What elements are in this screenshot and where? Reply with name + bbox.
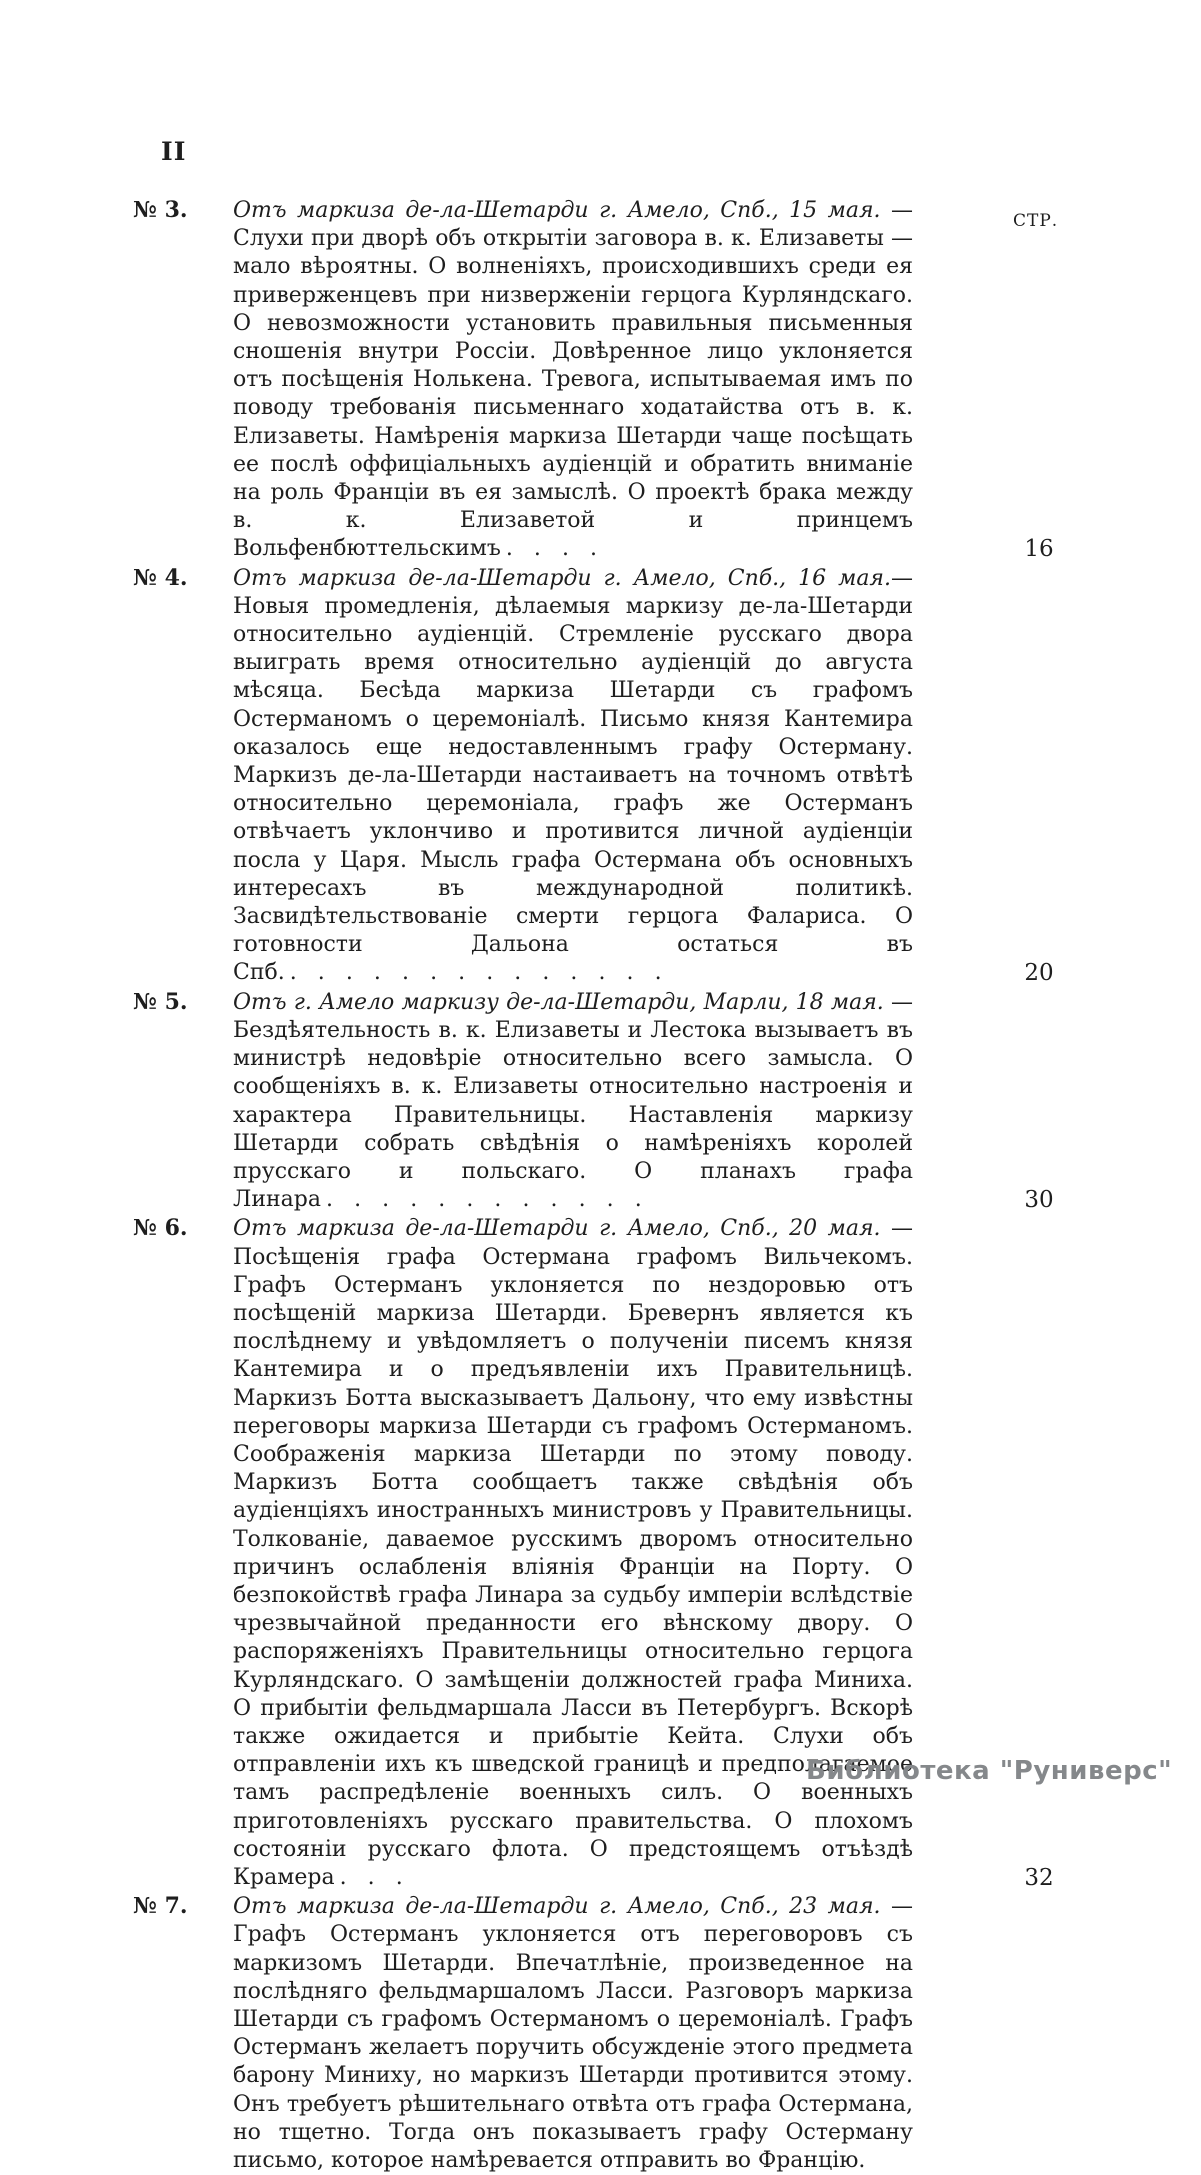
entry-text	[133, 564, 913, 988]
entry-heading: Отъ г. Амело маркизу де-ла-Шетарди, Марли, 18 мая.	[233, 989, 884, 1015]
entry-page-number: 16	[1024, 536, 1054, 563]
entry-body: Графъ Остерманъ уклоняется отъ переговоровъ съ маркизомъ Шетарди. Впечатлѣніе, произведенное на послѣдняго фельдмаршаломъ Ласси. Разговоръ маркиза Шетарди съ графомъ Остерманомъ о церемоніалѣ. Графъ Остерманъ желаетъ поручить обсужденіе этого предмета барону Миниху, но маркизъ Шетарди противится этому. Онъ требуетъ рѣшительнаго отвѣта отъ графа Остермана, но тщетно. Тогда онъ показываетъ графу Остерману письмо, которое намѣревается отправить во Францію.	[233, 1922, 913, 2174]
toc-entry	[133, 1892, 1095, 2175]
table-of-contents	[133, 196, 1095, 2175]
entry-text	[133, 1892, 913, 2175]
entry-body: Бездѣятельность в. к. Елизаветы и Лестока вызываетъ въ министрѣ недовѣріе относительно всего замысла. О сообщеніяхъ в. к. Елизаветы относительно настроенія и характера Правительницы. Наставленія маркизу Шетарди собрать свѣдѣнія о намѣреніяхъ королей прусскаго и польскаго. О планахъ графа Линара	[233, 1017, 913, 1213]
entry-page-number: 30	[1024, 1187, 1054, 1214]
entry-body: Посѣщенія графа Остермана графомъ Вильчекомъ. Графъ Остерманъ уклоняется по нездоровью отъ посѣщеній маркиза Шетарди. Бревернъ является къ послѣднему и увѣдомляетъ о полученіи писемъ князя Кантемира и о предъявленіи ихъ Правительницѣ. Маркизъ Ботта высказываетъ Дальону, что ему извѣстны переговоры маркиза Шетарди съ графомъ Остерманомъ. Соображенія маркиза Шетарди по этому поводу. Маркизъ Ботта сообщаетъ также свѣдѣнія объ аудіенціяхъ иностранныхъ министровъ у Правительницы. Толкованіе, даваемое русскимъ дворомъ относительно причинъ ослабленія вліянія Франціи на Порту. О безпокойствѣ графа Линара за судьбу имперіи вслѣдствіе чрезвычайной преданности его вѣнскому двору. О распоряженіяхъ Правительницы относительно герцога Курляндскаго. О замѣщеніи должностей графа Миниха. О прибытіи фельдмаршала Ласси въ Петербургъ. Вскорѣ также ожидается и прибытіе Кейта. Слухи объ отправленіи ихъ къ шведской границѣ и предполагаемое тамъ распредѣленіе военныхъ силъ. О военныхъ приготовленіяхъ русскаго правительства. О плохомъ состояніи русскаго флота. О предстоящемъ отъѣздѣ Крамера	[233, 1244, 913, 1890]
toc-entry	[133, 1214, 1095, 1892]
entry-number: № 5.	[133, 988, 188, 1015]
entry-body: Слухи при дворѣ объ открытіи заговора в. к. Елизаветы — мало вѣроятны. О волненіяхъ, происходившихъ среди ея приверженцевъ при низверженіи герцога Курляндскаго. О невозможности установить правильныя письменныя сношенія внутри Россіи. Довѣренное лицо уклоняется отъ посѣщенія Нолькена. Тревога, испытываемая имъ по поводу требованія письменнаго ходатайства отъ в. к. Елизаветы. Намѣренія маркиза Шетарди чаще посѣщать ее послѣ оффиціальныхъ аудіенцій и обратить вниманіе на роль Франціи въ ея замыслѣ. О проектѣ брака между в. к. Елизаветой и принцемъ Вольфенбюттельскимъ	[233, 226, 913, 562]
entry-heading: Отъ маркиза де-ла-Шетарди г. Амело, Спб., 16 мая.	[233, 565, 891, 591]
entry-text	[133, 988, 913, 1215]
entry-heading: Отъ маркиза де-ла-Шетарди г. Амело, Спб., 20 мая.	[233, 1216, 881, 1242]
entry-separator: —	[891, 565, 913, 591]
entry-number: № 6.	[133, 1215, 188, 1242]
dot-leader: . . . .	[505, 536, 605, 562]
entry-number: № 4.	[133, 564, 188, 591]
entry-body: Новыя промедленія, дѣлаемыя маркизу де-ла-Шетарди относительно аудіенцій. Стремленіе русскаго двора выиграть время относительно аудіенцій до августа мѣсяца. Бесѣда маркиза Шетарди съ графомъ Остерманомъ о церемоніалѣ. Письмо князя Кантемира оказалось еще недоставленнымъ графу Остерману. Маркизъ де-ла-Шетарди настаиваетъ на точномъ отвѣтѣ относительно церемоніала, графъ же Остерманъ отвѣчаетъ уклончиво и противится личной аудіенціи посла у Царя. Мысль графа Остермана объ основныхъ интересахъ въ международной политикѣ. Засвидѣтельствованіе смерти герцога Фалариса. О готовности Дальона остаться въ Спб.	[233, 593, 913, 986]
toc-entry	[133, 564, 1095, 988]
entry-page-number	[913, 1892, 1095, 2175]
entry-separator: —	[880, 1894, 913, 1920]
entry-heading: Отъ маркиза де-ла-Шетарди г. Амело, Спб., 23 мая.	[233, 1894, 881, 1920]
toc-entry	[133, 196, 1095, 564]
entry-page-number: 32	[1024, 1864, 1054, 1891]
runivers-watermark-text: Библиотека "Руниверс"	[806, 1756, 1173, 1786]
entry-page-number: 20	[1024, 960, 1054, 987]
entry-separator: —	[880, 1216, 913, 1242]
entry-number: № 7.	[133, 1893, 188, 1920]
entry-text	[133, 196, 913, 564]
entry-heading: Отъ маркиза де-ла-Шетарди г. Амело, Спб., 15 мая.	[233, 198, 881, 223]
dot-leader: . . . . . . . . . . . . . .	[289, 960, 669, 986]
entry-separator: —	[880, 198, 913, 223]
dot-leader: . . . . . . . . . . . .	[326, 1187, 649, 1213]
toc-entry	[133, 988, 1095, 1215]
entry-text	[133, 1214, 913, 1892]
page-column-header: СТР.	[1013, 211, 1059, 231]
roman-page-number: II	[161, 137, 187, 166]
entry-separator: —	[883, 989, 913, 1015]
entry-number: № 3.	[133, 197, 188, 223]
dot-leader: . . .	[339, 1864, 410, 1890]
